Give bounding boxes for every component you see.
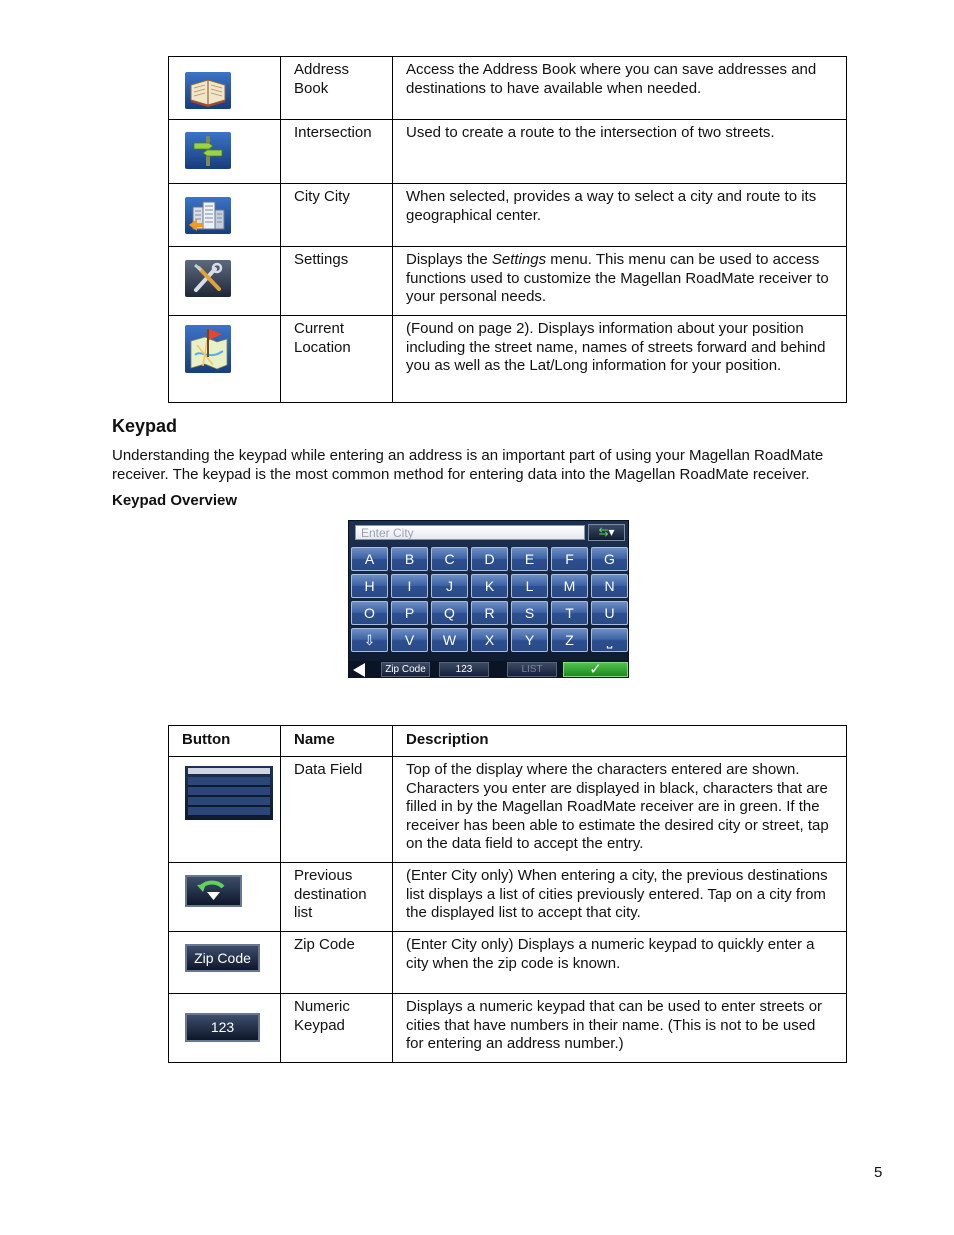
- item-description: (Found on page 2). Displays information about your position including the street name, names of streets forward and behind you as well as the Lat/Long information for your position.: [393, 316, 847, 403]
- key-2-1[interactable]: P: [391, 601, 428, 625]
- section-heading: Keypad: [112, 416, 178, 436]
- table-row: [169, 316, 847, 403]
- key-0-3[interactable]: D: [471, 547, 508, 571]
- key-1-2[interactable]: J: [431, 574, 468, 598]
- table-row: [169, 120, 847, 184]
- key-1-3[interactable]: K: [471, 574, 508, 598]
- key-3-2[interactable]: W: [431, 628, 468, 652]
- keypad-buttons-table: [168, 725, 847, 1063]
- key-1-4[interactable]: L: [511, 574, 548, 598]
- key-3-0[interactable]: ⇩: [351, 628, 388, 652]
- item-description: When selected, provides a way to select a city and route to its geographical center.: [393, 184, 847, 247]
- ok-check-button[interactable]: ✓: [563, 662, 628, 677]
- key-2-4[interactable]: S: [511, 601, 548, 625]
- header-description: Description: [393, 726, 847, 757]
- key-2-6[interactable]: U: [591, 601, 628, 625]
- table-row: [169, 994, 847, 1063]
- key-2-0[interactable]: O: [351, 601, 388, 625]
- sub-heading: Keypad Overview: [112, 492, 238, 509]
- item-name: Current Location: [281, 316, 393, 403]
- key-3-6[interactable]: ⎵: [591, 628, 628, 652]
- key-0-2[interactable]: C: [431, 547, 468, 571]
- settings-tools-icon: [185, 260, 231, 297]
- chevron-down-icon: ▾: [608, 525, 615, 539]
- zip-code-button-image: Zip Code: [185, 944, 260, 972]
- item-description: Displays the Settings menu. This menu can be used to access functions used to customize the Magellan RoadMate receiver to your personal needs.: [393, 247, 847, 316]
- key-0-6[interactable]: G: [591, 547, 628, 571]
- key-0-5[interactable]: F: [551, 547, 588, 571]
- key-0-0[interactable]: A: [351, 547, 388, 571]
- zip-code-button[interactable]: Zip Code: [381, 662, 430, 677]
- button-name: Previous destination list: [281, 863, 393, 932]
- previous-destination-icon: [185, 875, 242, 907]
- item-name: Intersection: [281, 120, 393, 184]
- green-arrows-icon: ⇆: [598, 525, 609, 539]
- button-name: Data Field: [281, 757, 393, 863]
- table-row: [169, 757, 847, 863]
- item-name: Settings: [281, 247, 393, 316]
- key-0-4[interactable]: E: [511, 547, 548, 571]
- button-description: (Enter City only) Displays a numeric keypad to quickly enter a city when the zip code is known.: [393, 932, 847, 994]
- item-description: Access the Address Book where you can save addresses and destinations to have available when needed.: [393, 57, 847, 120]
- enter-city-field[interactable]: Enter City: [355, 525, 585, 540]
- keypad-screenshot: [348, 520, 629, 678]
- key-3-3[interactable]: X: [471, 628, 508, 652]
- table-row: [169, 247, 847, 316]
- key-0-1[interactable]: B: [391, 547, 428, 571]
- button-name: Zip Code: [281, 932, 393, 994]
- button-name: Numeric Keypad: [281, 994, 393, 1063]
- address-book-icon: [185, 72, 231, 109]
- key-3-4[interactable]: Y: [511, 628, 548, 652]
- city-buildings-icon: [185, 197, 231, 234]
- intersection-signpost-icon: [185, 132, 231, 169]
- numeric-keypad-button-image: 123: [185, 1013, 260, 1042]
- map-flag-location-icon: [185, 325, 231, 373]
- item-name: City City: [281, 184, 393, 247]
- item-name: Address Book: [281, 57, 393, 120]
- keypad-bottom-bar: [349, 661, 628, 678]
- table-row: [169, 932, 847, 994]
- key-1-5[interactable]: M: [551, 574, 588, 598]
- key-3-5[interactable]: Z: [551, 628, 588, 652]
- button-description: Displays a numeric keypad that can be used to enter streets or cities that have numbers in their name. (This is not to be used for entering an address number.): [393, 994, 847, 1063]
- item-description: Used to create a route to the intersection of two streets.: [393, 120, 847, 184]
- table-row: [169, 57, 847, 120]
- header-button: Button: [169, 726, 281, 757]
- table-header-row: [169, 726, 847, 757]
- list-button[interactable]: LIST: [507, 662, 557, 677]
- intro-paragraph: Understanding the keypad while entering an address is an important part of using your Magellan RoadMate receiver. The keypad is the most common method for entering data into the Magellan RoadMate receiver.: [112, 447, 824, 483]
- table-row: [169, 863, 847, 932]
- key-2-3[interactable]: R: [471, 601, 508, 625]
- key-1-6[interactable]: N: [591, 574, 628, 598]
- key-1-0[interactable]: H: [351, 574, 388, 598]
- key-1-1[interactable]: I: [391, 574, 428, 598]
- key-2-5[interactable]: T: [551, 601, 588, 625]
- back-arrow-icon[interactable]: [353, 663, 365, 677]
- page-number: 5: [874, 1164, 883, 1181]
- data-field-thumbnail: [185, 766, 273, 820]
- previous-destination-button[interactable]: [588, 524, 625, 541]
- header-name: Name: [281, 726, 393, 757]
- menu-icons-table: [168, 56, 847, 403]
- key-2-2[interactable]: Q: [431, 601, 468, 625]
- table-row: [169, 184, 847, 247]
- button-description: Top of the display where the characters entered are shown. Characters you enter are displayed in black, characters that are filled in by the Magellan RoadMate receiver are in green. If the receiver has been able to estimate the desired city or street, tap on the data field to accept the entry.: [393, 757, 847, 863]
- button-description: (Enter City only) When entering a city, the previous destinations list displays a list of cities previously entered. Tap on a city from the displayed list to accept that city.: [393, 863, 847, 932]
- key-3-1[interactable]: V: [391, 628, 428, 652]
- numeric-keypad-button[interactable]: 123: [439, 662, 489, 677]
